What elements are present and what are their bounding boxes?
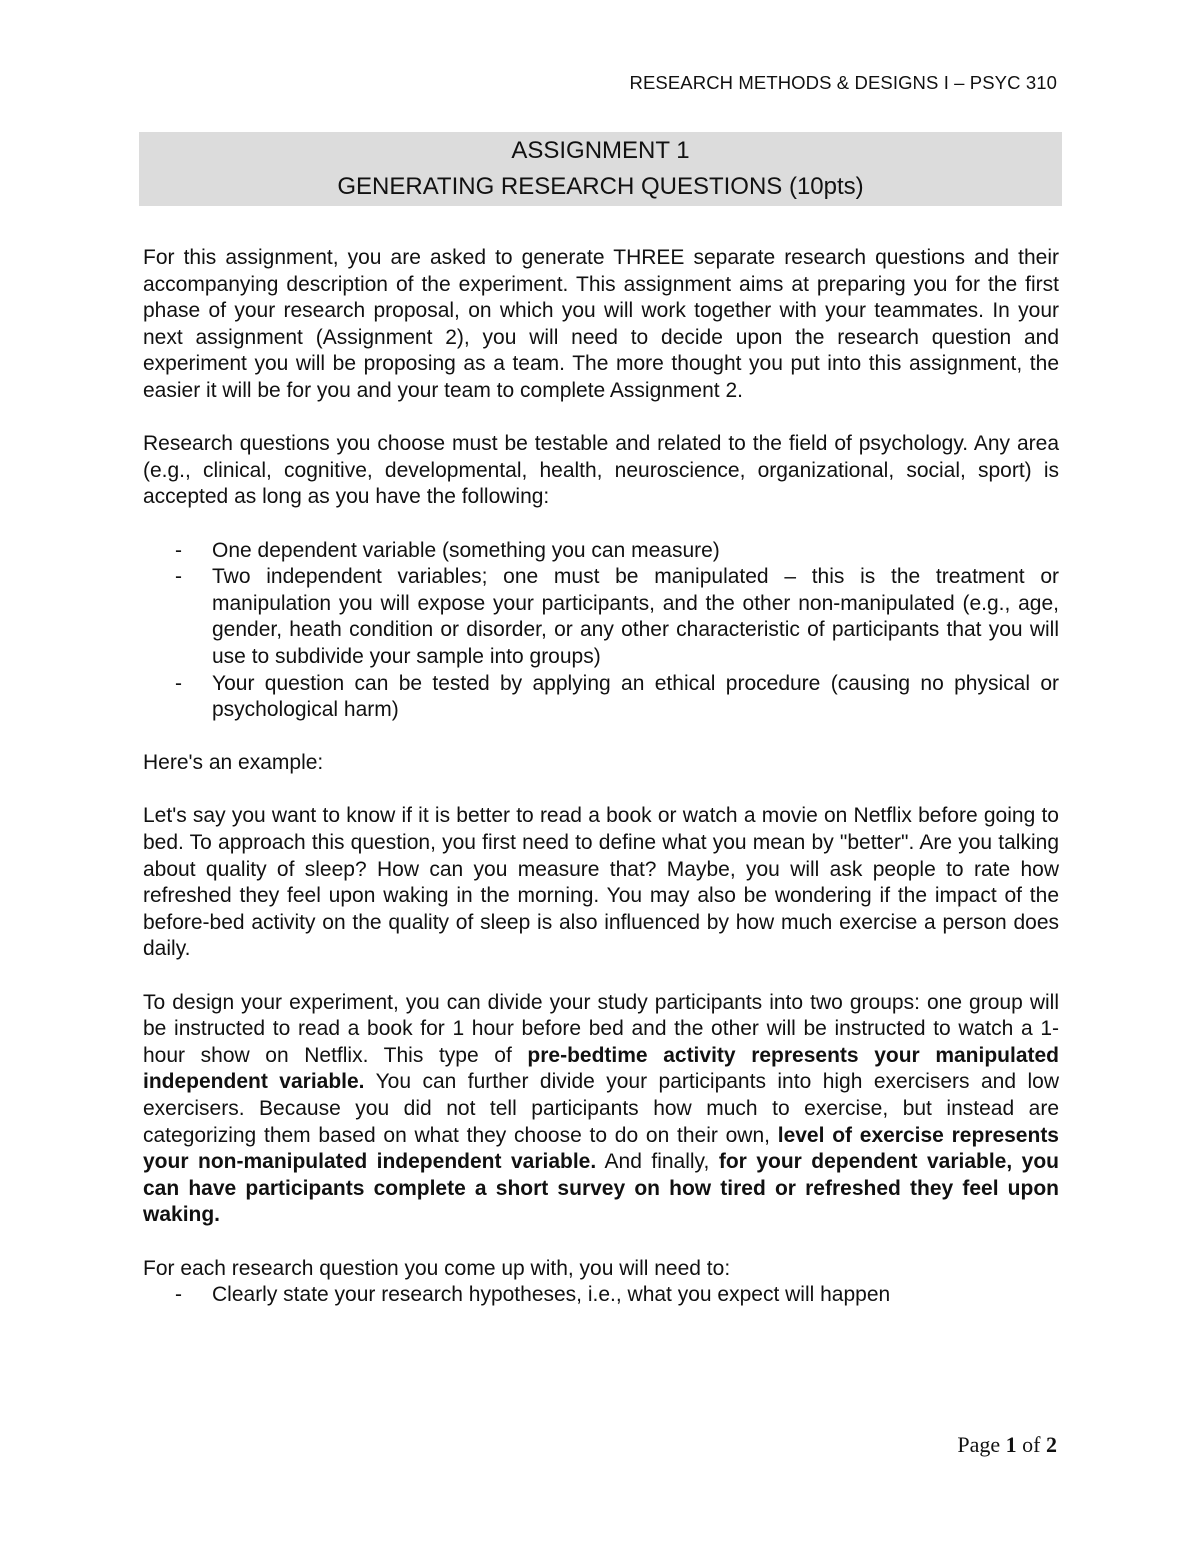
document-body [143, 245, 1059, 1309]
tasks-list [143, 1282, 1059, 1309]
list-item: - Clearly state your research hypotheses, i.e., what you expect will happen [143, 1282, 1059, 1309]
dash-bullet: - [175, 671, 182, 695]
assignment-number: ASSIGNMENT 1 [511, 137, 690, 164]
running-header: RESEARCH METHODS & DESIGNS I – PSYC 310 [629, 72, 1057, 93]
tasks-intro: For each research question you come up with, you will need to: [143, 1256, 731, 1280]
dash-bullet: - [175, 565, 182, 589]
requirements-list [143, 538, 1059, 724]
requirements-intro: Research questions you choose must be testable and related to the field of psychology. Any area (e.g., clinical, cognitive, developmental, health, neuroscience, organizational, social, sport) is accepted as long as you have the following: [143, 432, 1059, 509]
title-block [139, 132, 1062, 206]
list-item: - Your question can be tested by applying an ethical procedure (causing no physical or psychological harm) [175, 671, 1059, 722]
example-paragraph: Let's say you want to know if it is better to read a book or watch a movie on Netflix before going to bed. To approach this question, you first need to define what you mean by "better". Are you talking about quality of sleep? How can you measure that? Maybe, you will ask people to rate how refreshed they feel upon waking in the morning. You may also be wondering if the impact of the before-bed activity on the quality of sleep is also influenced by how much exercise a person does daily. [143, 804, 1059, 961]
page-number: Page 1 of 2 [957, 1432, 1057, 1457]
list-item: - Two independent variables; one must be manipulated – this is the treatment or manipulation you will expose your participants, and the other non-manipulated (e.g., age, gender, heath condition or disorder, or any other characteristic of participants that you will use to subdivide your sample into groups) [175, 565, 1059, 668]
dash-bullet: - [175, 538, 182, 562]
assignment-title: GENERATING RESEARCH QUESTIONS (10pts) [337, 173, 864, 200]
bold-emphasis: pre-bedtime activity represents your manipulated independent variable. [143, 1043, 1060, 1094]
dash-bullet: - [175, 1283, 182, 1307]
bold-emphasis: for your dependent variable, you can have participants complete a short survey on how tired or refreshed they feel upon waking. [143, 1150, 1059, 1227]
bold-emphasis: level of exercise represents your non-manipulated independent variable. [143, 1123, 1059, 1174]
list-item: - One dependent variable (something you can measure) [143, 538, 1059, 565]
intro-paragraph: For this assignment, you are asked to generate THREE separate research questions and their accompanying description of the experiment. This assignment aims at preparing you for the first phase of your research proposal, on which you will work together with your teammates. In your next assignment (Assignment 2), you will need to decide upon the research question and experiment you will be proposing as a team. The more thought you put into this assignment, the easier it will be for you and your team to complete Assignment 2. [143, 246, 1059, 402]
example-heading: Here's an example: [143, 751, 324, 775]
design-paragraph: To design your experiment, you can divide your study participants into two groups: one group will be instructed to read a book for 1 hour before bed and the other will be instructed to watch a 1-hour show on Netflix. This type of pre-bedtime activity represents your manipulated independent variable. You can further divide your participants into high exercisers and low exercisers. Because you did not tell participants how much to exercise, but instead are categorizing them based on what they choose to do on their own, level of exercise represents your non-manipulated independent variable. And finally, for your dependent variable, you can have participants complete a short survey on how tired or refreshed they feel upon waking. [143, 990, 1060, 1227]
